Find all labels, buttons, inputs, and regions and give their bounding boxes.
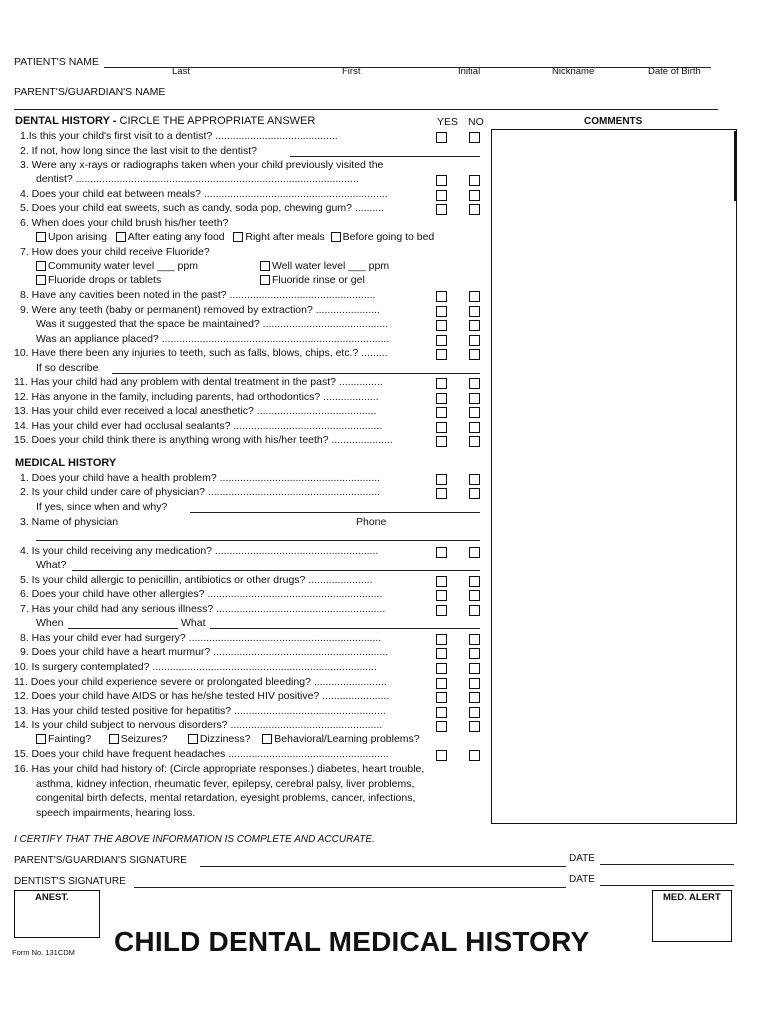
medical-m9: 9. Does your child have a heart murmur? ............................................................ — [20, 646, 389, 658]
m4-line[interactable] — [72, 570, 480, 571]
medical-m7-what: What — [181, 617, 206, 629]
q9-yes-checkbox[interactable] — [436, 306, 447, 317]
dental-q2: 2. If not, how long since the last visit to the dentist? — [20, 145, 257, 157]
m14-opt2: Seizures? — [120, 733, 168, 745]
medical-m6: 6. Does your child have other allergies? ............................................................ — [20, 588, 383, 600]
guardian-signature-label: PARENT'S/GUARDIAN'S SIGNATURE — [14, 855, 187, 866]
dental-q14: 14. Has your child ever had occlusal sealants? ................................................... — [14, 420, 383, 432]
q5-yes-checkbox[interactable] — [436, 204, 447, 215]
q6-opt2: After eating any food — [127, 231, 225, 243]
checkbox[interactable] — [260, 261, 270, 271]
m2-line[interactable] — [190, 512, 480, 513]
m7-no-checkbox[interactable] — [469, 605, 480, 616]
q12-yes-checkbox[interactable] — [436, 393, 447, 404]
m7-what-line[interactable] — [210, 628, 480, 629]
dental-q12: 12. Has anyone in the family, including parents, had orthodontics? ................... — [14, 391, 379, 403]
form-main-title: CHILD DENTAL MEDICAL HISTORY — [114, 926, 590, 957]
dental-q10-line[interactable] — [112, 373, 480, 374]
q13-yes-checkbox[interactable] — [436, 407, 447, 418]
medical-m5: 5. Is your child allergic to penicillin, antibiotics or other drugs? ...................... — [20, 574, 373, 586]
sub-last: Last — [172, 66, 190, 77]
guardian-name-line[interactable] — [14, 109, 718, 110]
q1-yes-checkbox[interactable] — [436, 132, 447, 143]
medical-m12: 12. Does your child have AIDS or has he/she tested HIV positive? ....................... — [14, 690, 390, 702]
checkbox[interactable] — [36, 734, 46, 744]
q7-opt1-wrap — [36, 260, 198, 272]
dental-title-bold: DENTAL HISTORY - — [15, 115, 117, 127]
medical-m16d: speech impairments, hearing loss. — [36, 807, 196, 819]
m6-yes-checkbox[interactable] — [436, 590, 447, 601]
dental-q5: 5. Does your child eat sweets, such as candy, soda pop, chewing gum? .......... — [20, 202, 384, 214]
anest-box[interactable] — [14, 890, 100, 938]
checkbox[interactable] — [331, 232, 341, 242]
dental-q4: 4. Does your child eat between meals? ............................................................... — [20, 188, 388, 200]
dentist-signature-line[interactable] — [134, 887, 566, 888]
q14-yes-checkbox[interactable] — [436, 422, 447, 433]
q3-yes-checkbox[interactable] — [436, 175, 447, 186]
m10-no-checkbox[interactable] — [469, 663, 480, 674]
medical-m15: 15. Does your child have frequent headaches ....................................................... — [14, 748, 389, 760]
dental-q6: 6. When does your child brush his/her teeth? — [20, 217, 229, 229]
m8-yes-checkbox[interactable] — [436, 634, 447, 645]
q15-yes-checkbox[interactable] — [436, 436, 447, 447]
q1-no-checkbox[interactable] — [469, 132, 480, 143]
m14-opt4: Behavioral/Learning problems? — [274, 733, 420, 745]
checkbox[interactable] — [260, 275, 270, 285]
q9c-no-checkbox[interactable] — [469, 335, 480, 346]
checkbox[interactable] — [109, 734, 119, 744]
medical-m14: 14. Is your child subject to nervous disorders? .................................................... — [14, 719, 383, 731]
m7-when-line[interactable] — [68, 628, 178, 629]
m14-yes-checkbox[interactable] — [436, 721, 447, 732]
dental-q2-line[interactable] — [290, 156, 480, 157]
q4-no-checkbox[interactable] — [469, 190, 480, 201]
m15-yes-checkbox[interactable] — [436, 750, 447, 761]
medical-m2b: If yes, since when and why? — [36, 501, 168, 513]
q7-opt4: Fluoride rinse or gel — [272, 274, 365, 286]
m3-line[interactable] — [36, 540, 480, 541]
m1-no-checkbox[interactable] — [469, 474, 480, 485]
dental-q7: 7. How does your child receive Fluoride? — [20, 246, 210, 258]
medical-m11: 11. Does your child experience severe or prolongated bleeding? ......................... — [14, 676, 387, 688]
comments-box-edge — [734, 131, 737, 201]
dental-q9b: Was it suggested that the space be maintained? ........................................... — [36, 318, 389, 330]
patient-name-line[interactable] — [104, 67, 711, 68]
m13-yes-checkbox[interactable] — [436, 707, 447, 718]
q9b-no-checkbox[interactable] — [469, 320, 480, 331]
yes-header: YES — [437, 116, 459, 128]
dental-q10b: If so describe — [36, 362, 99, 374]
certify-text: I CERTIFY THAT THE ABOVE INFORMATION IS COMPLETE AND ACCURATE. — [14, 834, 375, 845]
m4-no-checkbox[interactable] — [469, 547, 480, 558]
dental-q9c: Was an appliance placed? .............................................................................. — [36, 333, 390, 345]
dental-q15: 15. Does your child think there is anything wrong with his/her teeth? ..................... — [14, 434, 393, 446]
medical-m4b: What? — [36, 559, 67, 571]
sub-nickname: Nickname — [552, 66, 595, 77]
m15-no-checkbox[interactable] — [469, 750, 480, 761]
medical-m16a: 16. Has your child had history of: (Circle appropriate responses.) diabetes, heart trouble, — [14, 763, 425, 775]
q6-opt1: Upon arising — [48, 231, 107, 243]
dental-q10: 10. Have there been any injuries to teeth, such as falls, blows, chips, etc.? ......... — [14, 347, 388, 359]
m10-yes-checkbox[interactable] — [436, 663, 447, 674]
medical-m1: 1. Does your child have a health problem? ....................................................... — [20, 472, 381, 484]
medical-m10: 10. Is surgery contemplated? ............................................................................. — [14, 661, 377, 673]
date1-label: DATE — [569, 853, 595, 864]
medical-m7-when: When — [36, 617, 64, 629]
medical-m7: 7. Has your child had any serious illness? .......................................................... — [20, 603, 386, 615]
medical-m4: 4. Is your child receiving any medication? ........................................................ — [20, 545, 379, 557]
form-number: Form No. 131CDM — [12, 948, 75, 957]
m9-no-checkbox[interactable] — [469, 648, 480, 659]
q11-no-checkbox[interactable] — [469, 378, 480, 389]
q7-opt2: Well water level ___ ppm — [272, 260, 390, 272]
checkbox[interactable] — [36, 275, 46, 285]
dental-q13: 13. Has your child ever received a local anesthetic? ......................................... — [14, 405, 377, 417]
q9-no-checkbox[interactable] — [469, 306, 480, 317]
q13-no-checkbox[interactable] — [469, 407, 480, 418]
m5-no-checkbox[interactable] — [469, 576, 480, 587]
checkbox[interactable] — [36, 261, 46, 271]
q7-opt3: Fluoride drops or tablets — [48, 274, 162, 286]
m8-no-checkbox[interactable] — [469, 634, 480, 645]
m11-yes-checkbox[interactable] — [436, 678, 447, 689]
dental-q6-options — [36, 231, 434, 243]
medical-m3: 3. Name of physician — [20, 516, 119, 528]
checkbox[interactable] — [262, 734, 272, 744]
q10-yes-checkbox[interactable] — [436, 349, 447, 360]
comments-header: COMMENTS — [584, 116, 643, 127]
m12-no-checkbox[interactable] — [469, 692, 480, 703]
m6-no-checkbox[interactable] — [469, 590, 480, 601]
m13-no-checkbox[interactable] — [469, 707, 480, 718]
m2-no-checkbox[interactable] — [469, 488, 480, 499]
dental-q3b: dentist? ................................................................................................. — [36, 173, 359, 185]
m14-opt3: Dizziness? — [199, 733, 251, 745]
anest-label: ANEST. — [35, 892, 69, 903]
dental-history-title — [15, 115, 315, 127]
q5-no-checkbox[interactable] — [469, 204, 480, 215]
m14-no-checkbox[interactable] — [469, 721, 480, 732]
medical-m16c: congenital birth defects, mental retardation, eyesight problems, cancer, infections, — [36, 792, 416, 804]
guardian-name-label: PARENT'S/GUARDIAN'S NAME — [14, 86, 166, 98]
checkbox[interactable] — [233, 232, 243, 242]
dental-q3a: 3. Were any x-rays or radiographs taken when your child previously visited the — [20, 159, 384, 171]
q11-yes-checkbox[interactable] — [436, 378, 447, 389]
medical-m14-options — [36, 733, 420, 745]
checkbox[interactable] — [36, 232, 46, 242]
q8-yes-checkbox[interactable] — [436, 291, 447, 302]
medical-m16b: asthma, kidney infection, rheumatic fever, epilepsy, cerebral palsy, liver problems, — [36, 778, 415, 790]
m5-yes-checkbox[interactable] — [436, 576, 447, 587]
date2-label: DATE — [569, 874, 595, 885]
no-header: NO — [468, 116, 484, 128]
dentist-signature-label: DENTIST'S SIGNATURE — [14, 876, 126, 887]
patient-name-label: PATIENT'S NAME — [14, 56, 100, 68]
q9c-yes-checkbox[interactable] — [436, 335, 447, 346]
q12-no-checkbox[interactable] — [469, 393, 480, 404]
q7-opt4-wrap — [260, 274, 365, 286]
m7-yes-checkbox[interactable] — [436, 605, 447, 616]
q9b-yes-checkbox[interactable] — [436, 320, 447, 331]
m12-yes-checkbox[interactable] — [436, 692, 447, 703]
dental-q8: 8. Have any cavities been noted in the past? .................................................. — [20, 289, 376, 301]
medical-m3-phone: Phone — [356, 516, 387, 528]
date2-line[interactable] — [600, 885, 734, 886]
q15-no-checkbox[interactable] — [469, 436, 480, 447]
m14-opt1: Fainting? — [48, 733, 92, 745]
q7-opt2-wrap — [260, 260, 389, 272]
sub-dob: Date of Birth — [648, 66, 701, 77]
q4-yes-checkbox[interactable] — [436, 190, 447, 201]
checkbox[interactable] — [116, 232, 126, 242]
q7-opt3-wrap — [36, 274, 161, 286]
checkbox[interactable] — [188, 734, 198, 744]
sub-first: First — [342, 66, 361, 77]
med-alert-label: MED. ALERT — [663, 892, 721, 903]
q10-no-checkbox[interactable] — [469, 349, 480, 360]
medical-m2: 2. Is your child under care of physician? ........................................................... — [20, 486, 381, 498]
dental-title-rest: CIRCLE THE APPROPRIATE ANSWER — [116, 115, 316, 127]
sub-initial: Initial — [458, 66, 481, 77]
m2-yes-checkbox[interactable] — [436, 488, 447, 499]
dental-q1: 1.Is this your child's first visit to a dentist? .......................................... — [20, 130, 338, 142]
med-alert-box[interactable] — [652, 890, 732, 942]
q8-no-checkbox[interactable] — [469, 291, 480, 302]
medical-m8: 8. Has your child ever had surgery? .................................................................. — [20, 632, 382, 644]
guardian-signature-line[interactable] — [200, 866, 566, 867]
dental-q9: 9. Were any teeth (baby or permanent) removed by extraction? ...................... — [20, 304, 380, 316]
m4-yes-checkbox[interactable] — [436, 547, 447, 558]
medical-history-title: MEDICAL HISTORY — [15, 457, 117, 469]
m1-yes-checkbox[interactable] — [436, 474, 447, 485]
q6-opt3: Right after meals — [245, 231, 325, 243]
q6-opt4: Before going to bed — [342, 231, 435, 243]
q14-no-checkbox[interactable] — [469, 422, 480, 433]
q3-no-checkbox[interactable] — [469, 175, 480, 186]
medical-m13: 13. Has your child tested positive for hepatitis? .................................................... — [14, 705, 386, 717]
comments-box[interactable] — [491, 129, 737, 824]
date1-line[interactable] — [600, 864, 734, 865]
m11-no-checkbox[interactable] — [469, 678, 480, 689]
m9-yes-checkbox[interactable] — [436, 648, 447, 659]
q7-opt1: Community water level ___ ppm — [48, 260, 198, 272]
dental-q11: 11. Has your child had any problem with dental treatment in the past? ............... — [14, 376, 383, 388]
